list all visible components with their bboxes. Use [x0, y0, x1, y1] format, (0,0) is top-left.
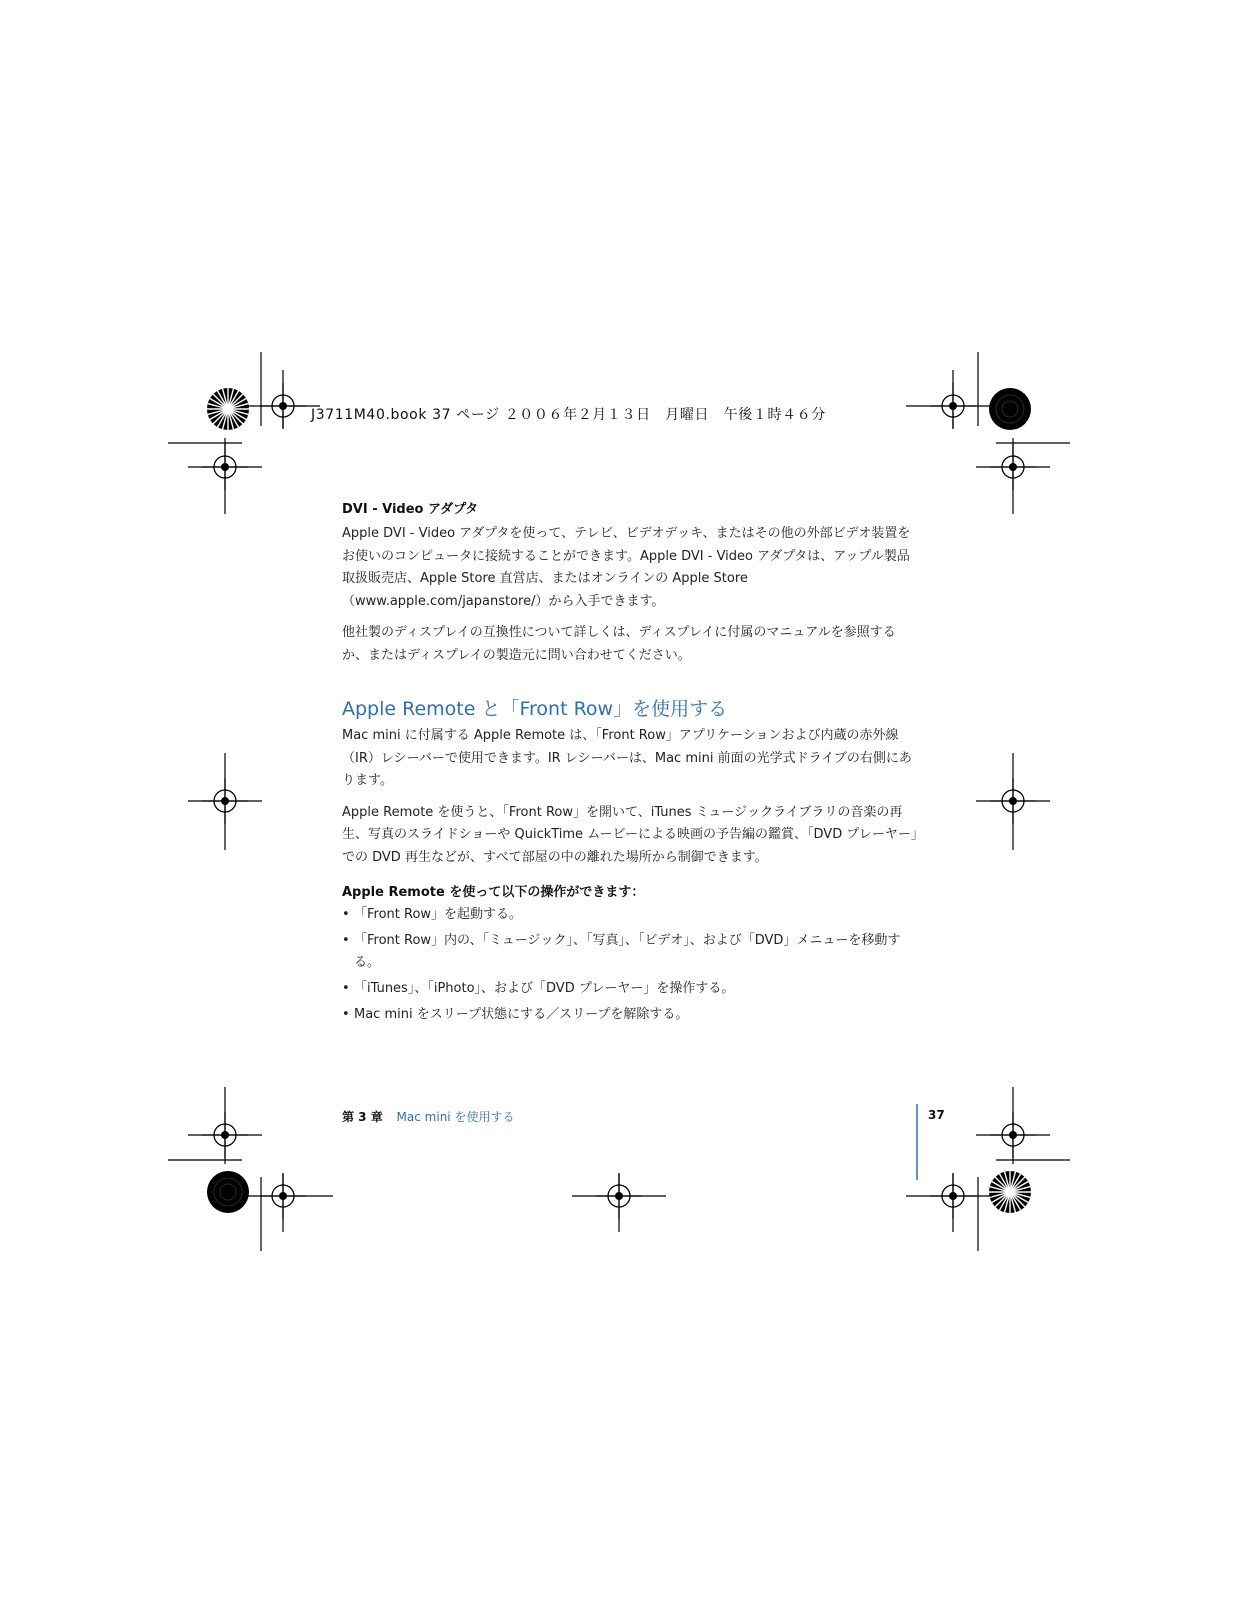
starburst-top-left [207, 388, 249, 430]
list-item: • Mac mini をスリープ状態にする／スリープを解除する。 [342, 1004, 918, 1026]
print-slug: J3711M40.book 37 ページ ２００６年２月１３日 月曜日 午後１時４６分 [311, 407, 826, 423]
dvi-paragraph-2: 他社製のディスプレイの互換性について詳しくは、ディスプレイに付属のマニュアルを参照するか、またはディスプレイの製造元に問い合わせてください。 [342, 625, 896, 663]
remote-paragraph-2: Apple Remote を使うと、「Front Row」を開いて、iTunes ミュージックライブラリの音楽の再生、写真のスライドショーや QuickTime ムービーによる映画の予告編の鑑賞、「DVD プレーヤー」での DVD 再生などが、すべて部屋の中の離れた場所から制御できます。 [342, 804, 918, 865]
footer-chapter [342, 1108, 514, 1125]
list-item: • 「Front Row」内の、「ミュージック」、「写真」、「ビデオ」、および「DVD」メニューを移動する。 [342, 930, 918, 974]
chapter-title: Mac mini を使用する [396, 1110, 515, 1124]
list-item: • 「iTunes」、「iPhoto」、および「DVD プレーヤー」を操作する。 [342, 978, 918, 1000]
list-item: • 「Front Row」を起動する。 [342, 904, 918, 926]
page-number: 37 [928, 1108, 945, 1122]
chapter-number: 第 3 章 [342, 1110, 383, 1124]
dvi-paragraph-1: Apple DVI - Video アダプタを使って、テレビ、ビデオデッキ、またはその他の外部ビデオ装置をお使いのコンピュータに接続することができます。Apple DVI - Video アダプタは、アップル製品取扱販売店、Apple Store 直営店、またはオンラインの Apple Store（www.apple.com/japanstore/）から入手できます。 [342, 526, 911, 609]
remote-paragraph-1: Mac mini に付属する Apple Remote は、「Front Row」アプリケーションおよび内蔵の赤外線（IR）レシーバーで使用できます。IR レシーバーは、Mac mini 前面の光学式ドライブの右側にあります。 [342, 728, 912, 788]
list-lead: Apple Remote を使って以下の操作ができます： [342, 885, 645, 900]
dvi-heading: DVI - Video アダプタ [342, 502, 479, 517]
section-title: Apple Remote と「Front Row」を使用する [342, 698, 728, 720]
bullet-list [342, 904, 918, 1026]
solid-target-bottom-left [207, 1171, 249, 1213]
solid-target-top-right [989, 388, 1031, 430]
main-content [342, 498, 918, 1030]
starburst-bottom-right [989, 1171, 1031, 1213]
